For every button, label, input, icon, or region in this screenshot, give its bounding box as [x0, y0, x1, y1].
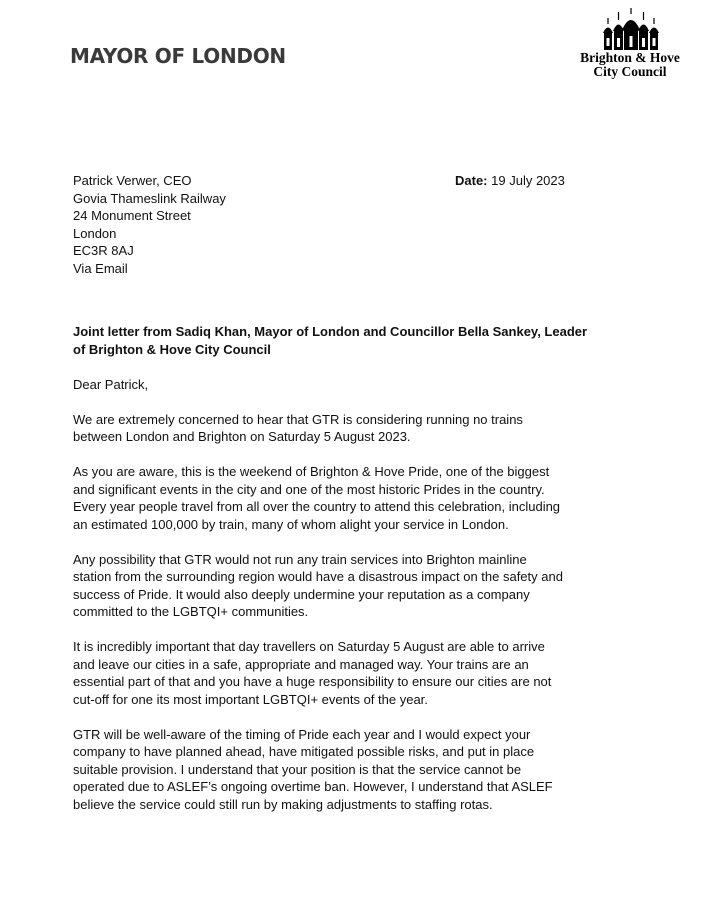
- address-line: Patrick Verwer, CEO: [73, 173, 192, 188]
- paragraph-line: and leave our cities in a safe, appropriate and managed way. Your trains are an: [73, 656, 529, 672]
- paragraph-line: success of Pride. It would also deeply undermine your reputation as a company: [73, 586, 530, 602]
- letter-body: [73, 323, 588, 813]
- paragraph-line: suitable provision. I understand that your position is that the service cannot be: [73, 761, 522, 777]
- paragraph-3: [73, 551, 573, 621]
- address-line: Govia Thameslink Railway: [73, 190, 226, 206]
- paragraph-line: It is incredibly important that day travellers on Saturday 5 August are able to arrive: [73, 639, 545, 654]
- letter-date: [455, 172, 565, 190]
- subject-line: of Brighton & Hove City Council: [73, 341, 271, 357]
- paragraph-4: [73, 638, 573, 708]
- paragraph-line: an estimated 100,000 by train, many of whom alight your service in London.: [73, 516, 509, 532]
- address-line: 24 Monument Street: [73, 208, 191, 223]
- address-line: EC3R 8AJ: [73, 243, 134, 258]
- brighton-hove-logo: [580, 8, 680, 84]
- subject-line: Joint letter from Sadiq Khan, Mayor of London and Councillor Bella Sankey, Leader: [73, 324, 588, 339]
- pavilion-domes-icon: [600, 8, 660, 50]
- letter-subject: [73, 323, 588, 358]
- paragraph-line: As you are aware, this is the weekend of Brighton & Hove Pride, one of the biggest: [73, 464, 550, 479]
- paragraph-5: [73, 726, 573, 814]
- council-name-line2: City Council: [593, 64, 667, 79]
- mayor-of-london-logo: MAYOR OF LONDON: [70, 44, 286, 68]
- salutation: Dear Patrick,: [73, 376, 149, 392]
- paragraph-line: We are extremely concerned to hear that GTR is considering running no trains: [73, 411, 523, 427]
- paragraph-line: station from the surrounding region would have a disastrous impact on the safety and: [73, 569, 563, 584]
- paragraph-line: company to have planned ahead, have mitigated possible risks, and put in place: [73, 744, 535, 759]
- date-label: Date:: [455, 173, 488, 188]
- council-name-line1: Brighton & Hove: [580, 50, 680, 65]
- paragraph-line: essential part of that and you have a huge responsibility to ensure our cities are not: [73, 674, 552, 689]
- address-line: Via Email: [73, 260, 128, 276]
- paragraph-line: GTR will be well-aware of the timing of Pride each year and I would expect your: [73, 726, 531, 742]
- paragraph-line: Any possibility that GTR would not run any train services into Brighton mainline: [73, 551, 527, 567]
- paragraph-line: and significant events in the city and one of the most historic Prides in the country.: [73, 481, 545, 497]
- address-line: London: [73, 225, 117, 241]
- paragraph-line: cut-off for one its most important LGBTQI+ events of the year.: [73, 691, 428, 707]
- paragraph-line: committed to the LGBTQI+ communities.: [73, 604, 309, 619]
- date-value: 19 July 2023: [491, 173, 565, 188]
- paragraph-line: between London and Brighton on Saturday 5 August 2023.: [73, 429, 411, 444]
- paragraph-line: believe the service could still run by making adjustments to staffing rotas.: [73, 796, 493, 812]
- recipient-address: [73, 172, 226, 277]
- paragraph-line: Every year people travel from all over the country to attend this celebration, including: [73, 499, 561, 514]
- paragraph-line: operated due to ASLEF’s ongoing overtime ban. However, I understand that ASLEF: [73, 779, 553, 794]
- paragraph-1: [73, 411, 573, 446]
- paragraph-2: [73, 463, 573, 533]
